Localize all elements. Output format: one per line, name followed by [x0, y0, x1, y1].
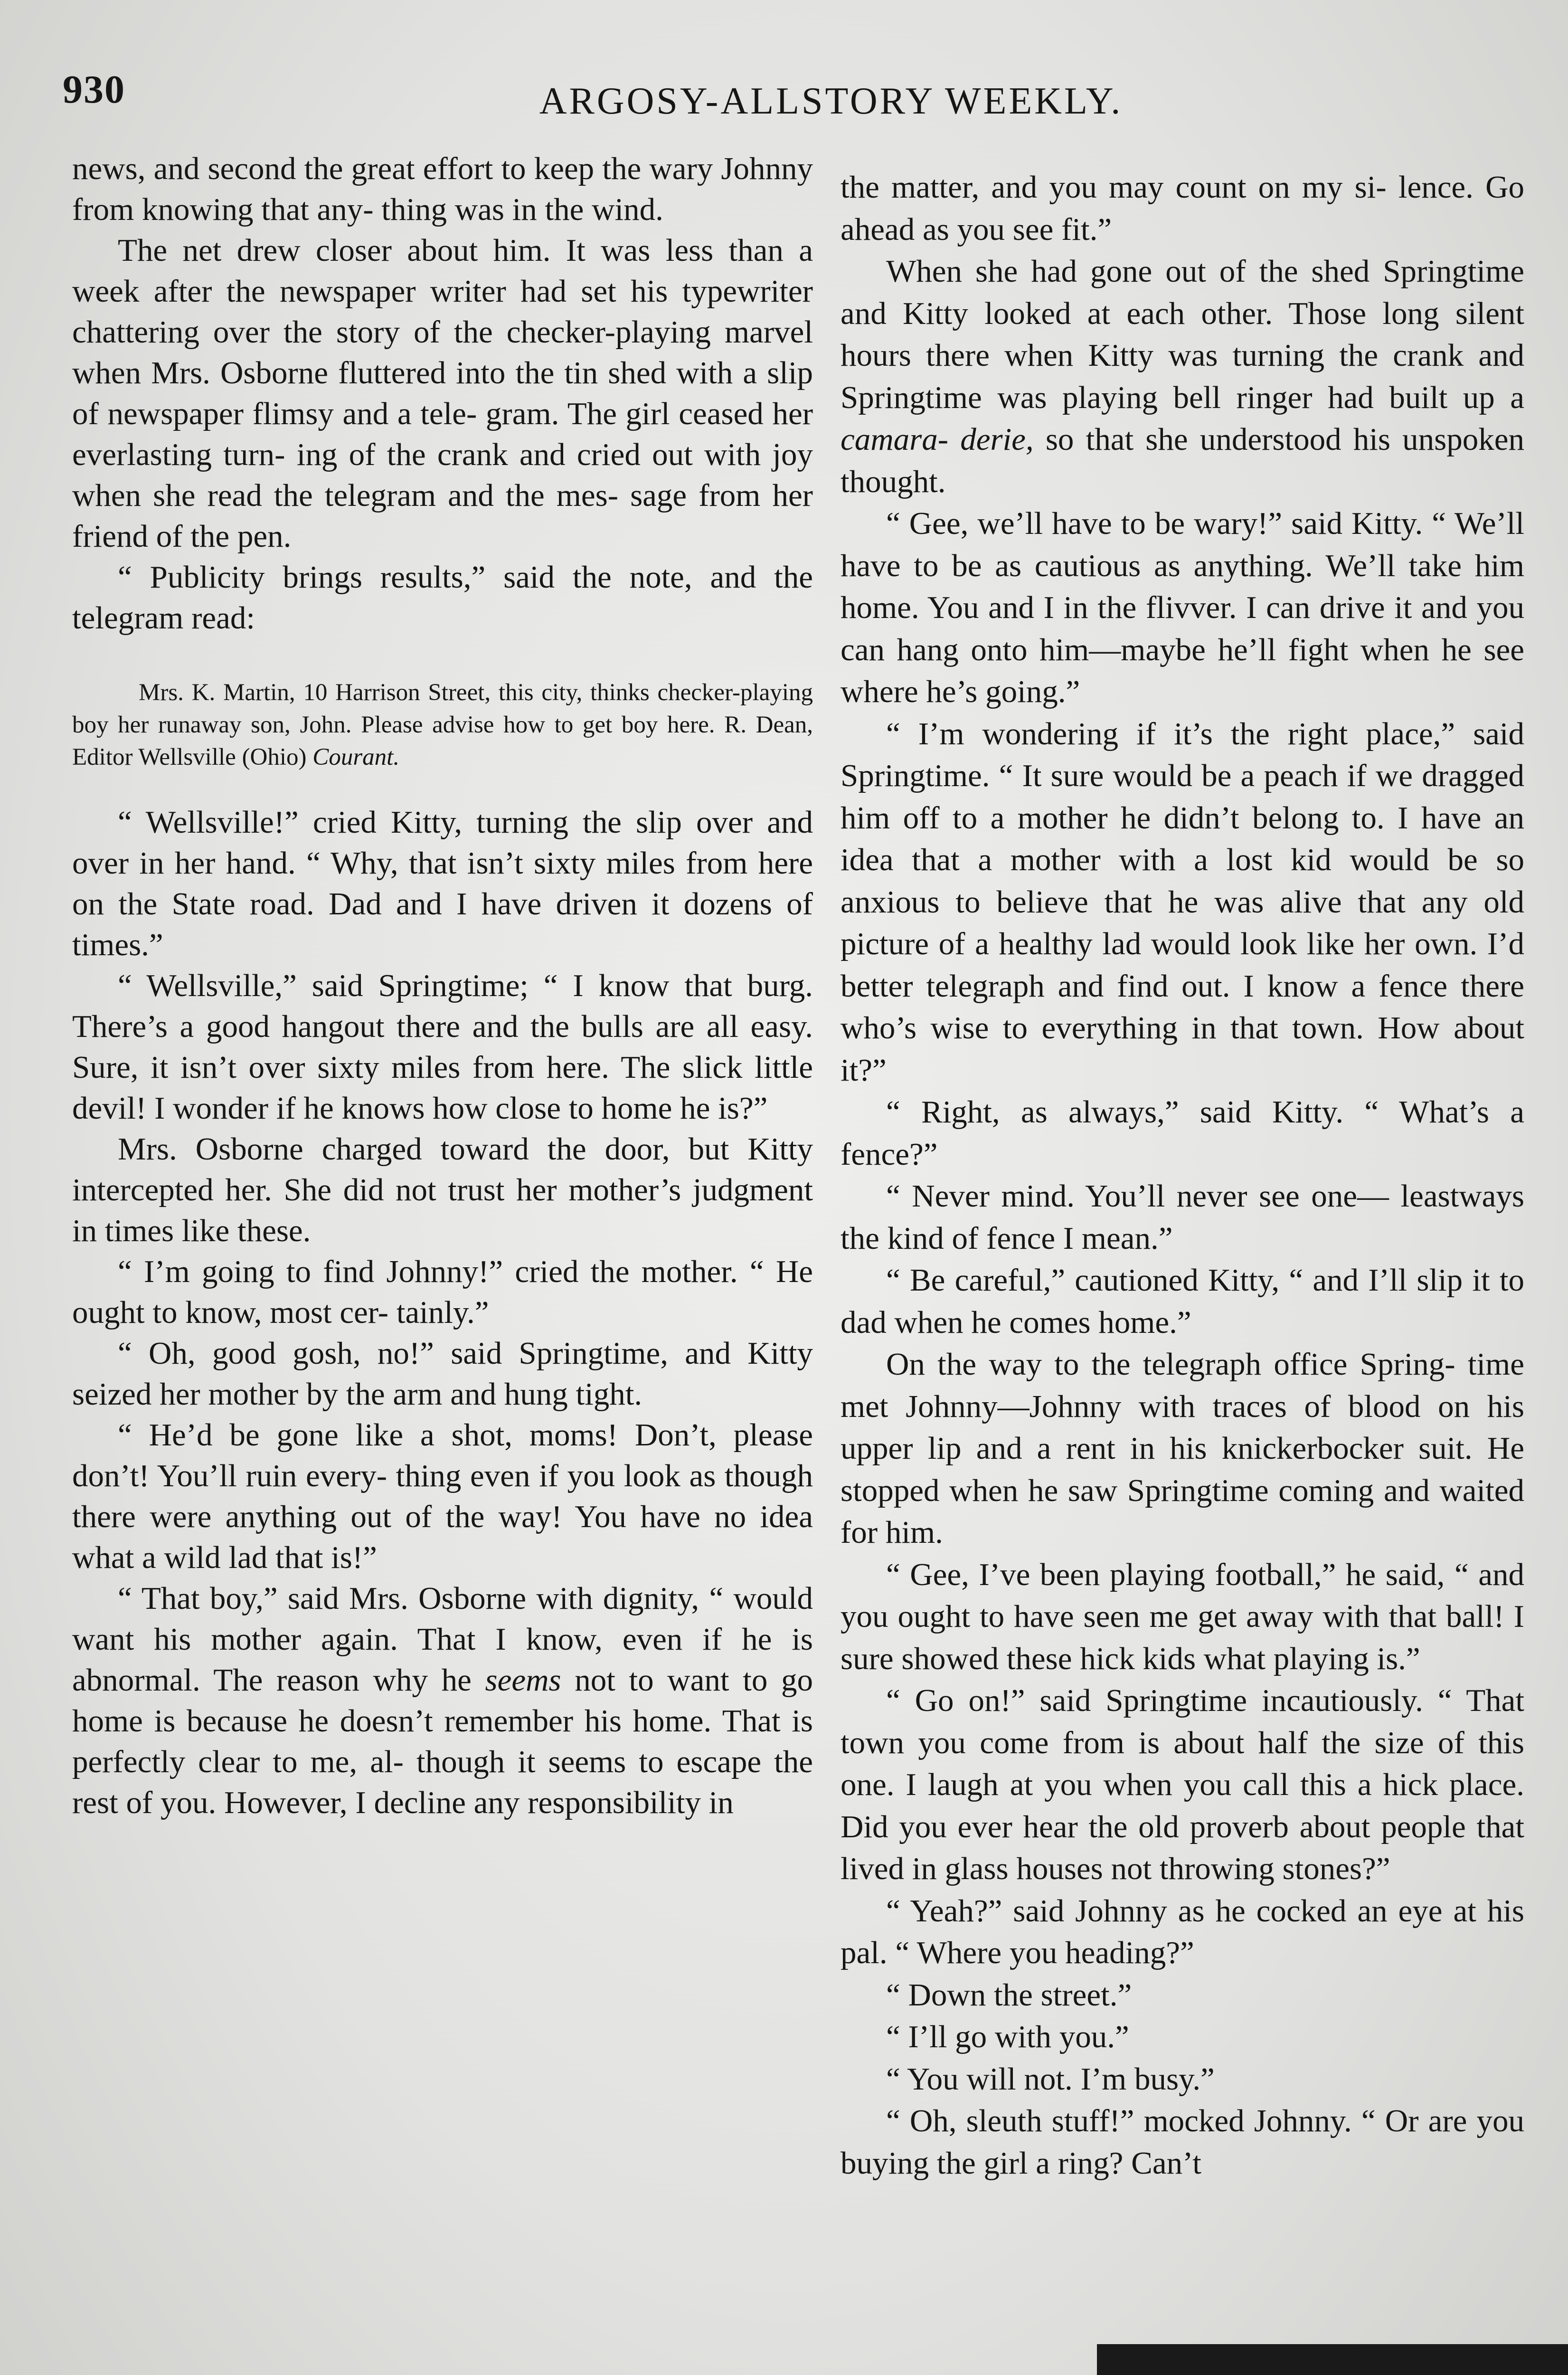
paragraph [72, 1578, 813, 1823]
paragraph: “ Never mind. You’ll never see one— leastways the kind of fence I mean.” [841, 1178, 1524, 1256]
emphasis: camara- derie, [841, 422, 1034, 457]
paragraph: “ Gee, we’ll have to be wary!” said Kitty. “ We’ll have to be as cautious as anything. We’ll take him home. You and I in the flivver. I can drive it and you can hang onto him—maybe he’ll fight when he see where he’s going.” [841, 506, 1524, 709]
watermark-banner [1097, 2344, 1568, 2375]
telegram-quote [72, 676, 813, 773]
paragraph: “ Yeah?” said Johnny as he cocked an eye at his pal. “ Where you heading?” [841, 1893, 1524, 1970]
paragraph: news, and second the great effort to keep the wary Johnny from knowing that any- thing was in the wind. [72, 151, 813, 227]
paragraph-text: “ That boy,” said Mrs. Osborne with dignity, “ would want his mother again. That I know, even if he is abnormal. The reason why he [72, 1581, 813, 1698]
paragraph: “ Down the street.” [886, 1977, 1132, 2013]
paragraph: Mrs. Osborne charged toward the door, but Kitty intercepted her. She did not trust her mother’s judgment in times like these. [72, 1131, 813, 1248]
paragraph: “ Right, as always,” said Kitty. “ What’s a fence?” [841, 1094, 1524, 1172]
paragraph: “ He’d be gone like a shot, moms! Don’t, please don’t! You’ll ruin every- thing even if you look as though there were anything out of the way! You have no idea what a wild lad that is!” [72, 1417, 813, 1575]
paragraph-text: When she had gone out of the shed Springtime and Kitty looked at each other. Those long silent hours there when Kitty was turning the crank and Springtime was playing bell ringer had built up a [841, 254, 1524, 415]
paragraph: “ I’ll go with you.” [886, 2019, 1129, 2054]
paragraph: “ I’m going to find Johnny!” cried the mother. “ He ought to know, most cer- tainly.” [72, 1254, 813, 1330]
right-column [841, 166, 1524, 2184]
paragraph-text: not to want to go home is because he doesn’t remember his home. That is perfectly clear to me, al- though it seems to escape the rest of you. However, I decline any responsibility in [72, 1662, 813, 1820]
paragraph-text: so that she understood his unspoken thought. [841, 422, 1524, 499]
page-number: 930 [63, 67, 125, 112]
paragraph: “ Oh, sleuth stuff!” mocked Johnny. “ Or are you buying the girl a ring? Can’t [841, 2103, 1524, 2181]
paragraph: The net drew closer about him. It was less than a week after the newspaper writer had set his typewriter chattering over the story of the checker-playing marvel when Mrs. Osborne fluttered into the tin shed with a slip of newspaper flimsy and a tele- gram. The girl ceased her everlasting turn- ing of the crank and cried out with joy when she read the telegram and the mes- sage from her friend of the pen. [72, 233, 813, 554]
paragraph: “ Gee, I’ve been playing football,” he said, “ and you ought to have seen me get away with that ball! I sure showed these hick kids what playing is.” [841, 1557, 1524, 1676]
running-head: ARGOSY-ALLSTORY WEEKLY. [539, 80, 1123, 122]
paragraph: “ Publicity brings results,” said the note, and the telegram read: [72, 560, 813, 636]
paragraph: “ You will not. I’m busy.” [886, 2061, 1215, 2097]
paragraph: “ Be careful,” cautioned Kitty, “ and I’ll slip it to dad when he comes home.” [841, 1263, 1524, 1340]
paragraph: “ Go on!” said Springtime incautiously. “ That town you come from is about half the size of this one. I laugh at you when you call this a hick place. Did you ever hear the old proverb about people that lived in glass houses not throwing stones?” [841, 1683, 1524, 1886]
left-column [72, 148, 813, 1823]
paragraph: On the way to the telegraph office Spring- time met Johnny—Johnny with traces of blood on his upper lip and a rent in his knickerbocker suit. He stopped when he saw Springtime coming and waited for him. [841, 1347, 1524, 1550]
paragraph [841, 250, 1524, 503]
newspaper-name: Courant. [312, 744, 400, 770]
paragraph: “ Oh, good gosh, no!” said Springtime, and Kitty seized her mother by the arm and hung tight. [72, 1336, 813, 1412]
paragraph: “ Wellsville!” cried Kitty, turning the slip over and over in her hand. “ Why, that isn’t sixty miles from here on the State road. Dad and I have driven it dozens of times.” [72, 805, 813, 962]
telegram-text: Mrs. K. Martin, 10 Harrison Street, this city, thinks checker-playing boy her runaway son, John. Please advise how to get boy here. R. Dean, Editor Wellsville (Ohio) [72, 679, 813, 770]
paragraph: the matter, and you may count on my si- lence. Go ahead as you see fit.” [841, 170, 1524, 247]
paragraph: “ Wellsville,” said Springtime; “ I know that burg. There’s a good hangout there and the bulls are all easy. Sure, it isn’t over sixty miles from here. The slick little devil! I wonder if he knows how close to home he is?” [72, 968, 813, 1126]
emphasis: seems [485, 1662, 561, 1698]
paragraph: “ I’m wondering if it’s the right place,” said Springtime. “ It sure would be a peach if we dragged him off to a mother he didn’t belong to. I have an idea that a mother with a lost kid would be so anxious to believe that he was alive that any old picture of a healthy lad would look like her own. I’d better telegraph and find out. I know a fence there who’s wise to everything in that town. How about it?” [841, 716, 1524, 1088]
